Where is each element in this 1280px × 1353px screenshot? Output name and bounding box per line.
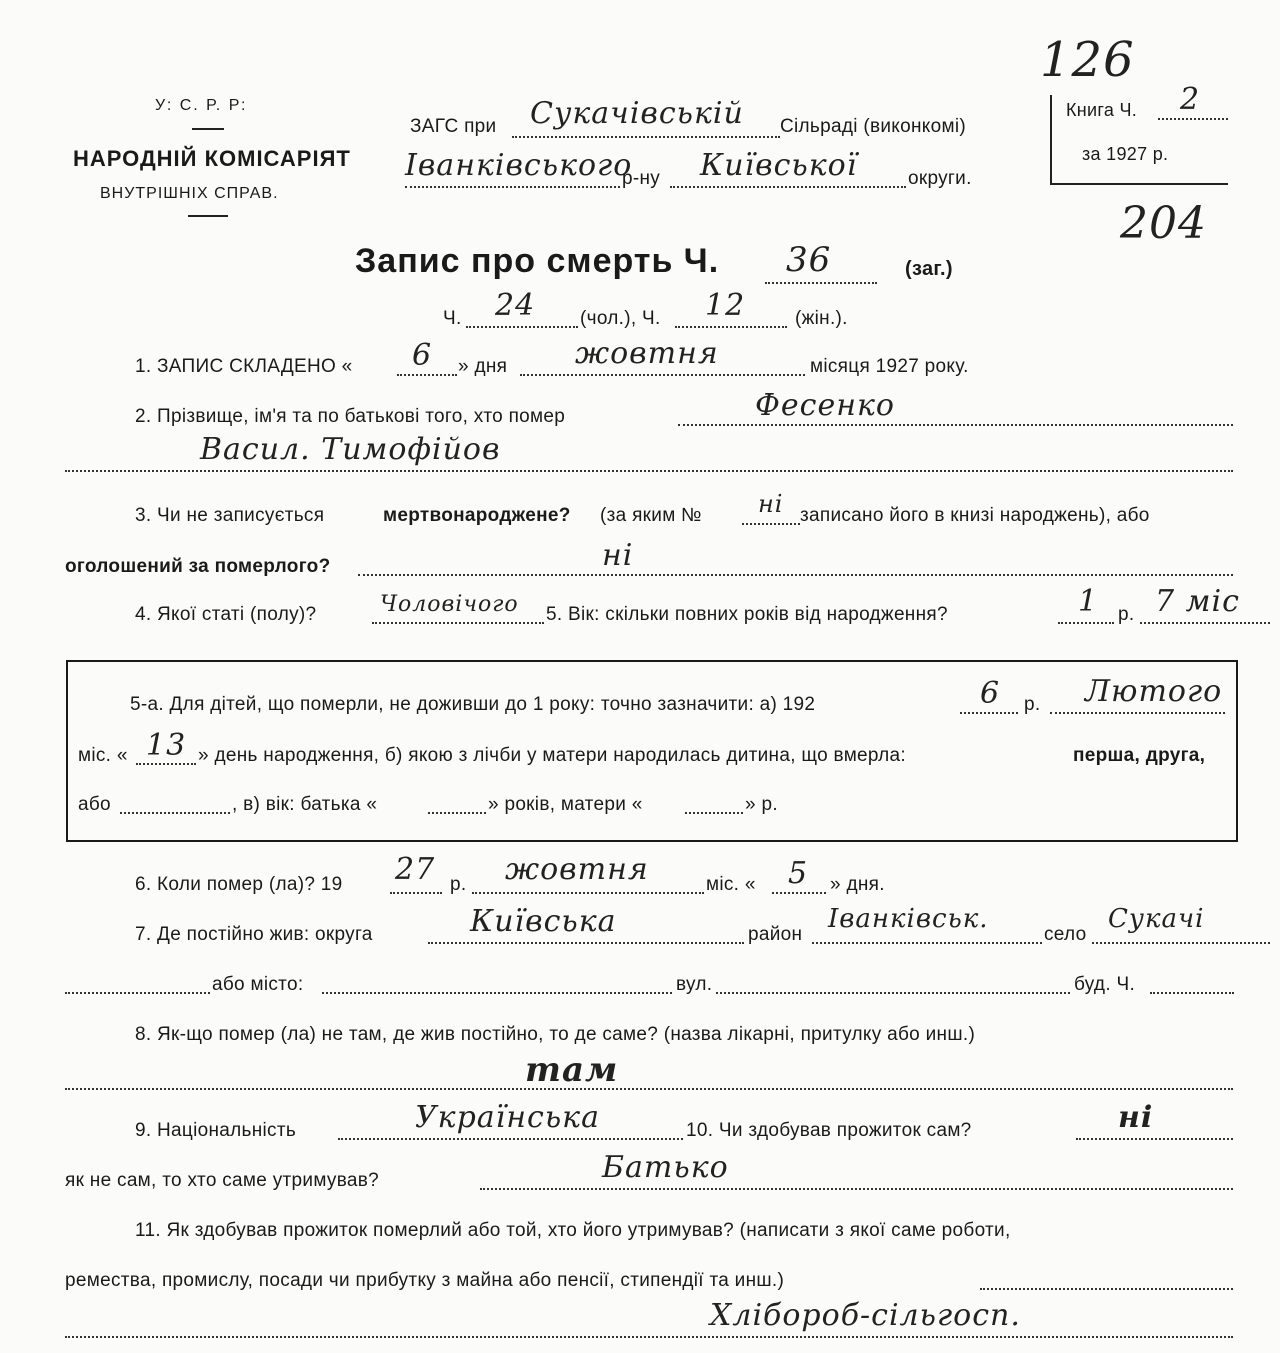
q2-label: 2. Прізвище, ім'я та по батькові того, хто помер [135, 406, 566, 427]
book-label: Книга Ч. [1066, 100, 1138, 120]
book-box-left [1050, 95, 1052, 183]
q9-answer-line [338, 1138, 683, 1140]
q7-rayon-label: район [748, 924, 803, 945]
q11-line2-fill [980, 1288, 1233, 1290]
q5a-day-handwritten: 13 [146, 728, 187, 763]
q7-rayon-line [812, 942, 1042, 944]
header-rule-1 [192, 128, 224, 130]
supported-answer-handwritten: Батько [602, 1150, 729, 1185]
q8-answer-line [65, 1088, 1233, 1090]
q1-day-close: » дня [458, 356, 508, 377]
q5a-mother-age-line [685, 812, 743, 814]
book-box-bottom [1050, 183, 1228, 185]
q7-okruga-handwritten: Київська [470, 904, 617, 939]
q1-label: 1. ЗАПИС СКЛАДЕНО « [135, 356, 353, 377]
zags-council-line [512, 136, 780, 138]
district-handwritten: Іванківського [405, 148, 633, 183]
female-count-handwritten: 12 [705, 288, 746, 323]
q1-day-handwritten: 6 [412, 338, 433, 373]
q5-label: 5. Вік: скільки повних років від народження? [546, 604, 948, 625]
q1-month-line [520, 374, 805, 376]
q3-label-d: записано його в книзі народжень), або [800, 505, 1150, 526]
corner-number-handwritten: 126 [1040, 32, 1135, 88]
q5a-day-line [136, 763, 196, 765]
header-rule-2 [188, 215, 228, 217]
record-num-handwritten: 36 [786, 240, 832, 280]
q1-year: місяця 1927 року. [810, 356, 969, 377]
q7-misto-label: або місто: [212, 974, 304, 995]
book-num-line [1158, 118, 1228, 120]
district-line [405, 186, 620, 188]
q1-month-handwritten: жовтня [575, 336, 719, 371]
male-count-label: (чол.), Ч. [580, 308, 661, 329]
male-count-line [466, 326, 578, 328]
q5a-line2-b: » день народження, б) якою з лічби у матери народилась дитина, що вмерла: [198, 745, 906, 766]
q3-answer-line [358, 574, 1233, 576]
q11-answer-handwritten: Хлібороб-сільгосп. [710, 1298, 1021, 1333]
q3-num-line [742, 523, 800, 525]
male-count-handwritten: 24 [495, 288, 536, 323]
female-count-line [675, 326, 787, 328]
q5a-line3-a: або [78, 794, 111, 815]
record-title: Запис про смерть Ч. [355, 242, 720, 280]
q7-selo-label: село [1044, 924, 1087, 945]
q5-years-handwritten: 1 [1078, 584, 1099, 619]
q7-misto-line [322, 992, 672, 994]
record-num-suffix: (заг.) [905, 258, 953, 280]
q1-day-line [397, 374, 457, 376]
q5a-line3-d: » р. [745, 794, 778, 815]
q7-bud-line [1150, 992, 1234, 994]
q5a-r: р. [1024, 694, 1041, 715]
q5-r: р. [1118, 604, 1135, 625]
zags-prefix: ЗАГС при [410, 116, 497, 137]
q7-vul-line [716, 992, 1070, 994]
q3-label-a: 3. Чи не записується [135, 505, 325, 526]
q5a-month-line [1050, 712, 1225, 714]
q5a-year-line [960, 712, 1018, 714]
book-year: за 1927 р. [1082, 144, 1169, 164]
book-num-handwritten: 2 [1180, 82, 1201, 117]
q10-answer-handwritten: ні [1118, 1100, 1154, 1135]
q5a-month-handwritten: Лютого [1085, 674, 1223, 709]
commissariat-title: НАРОДНІЙ КОМІСАРІЯТ [73, 146, 351, 171]
supported-label: як не сам, то хто саме утримував? [65, 1170, 380, 1191]
q5a-line2-c: перша, друга, [1073, 745, 1206, 766]
q7-rayon-handwritten: Іванківськ. [828, 904, 989, 934]
q4-sex-handwritten: Чоловічого [380, 592, 519, 617]
okruga-handwritten: Київської [700, 148, 858, 183]
q5-months-handwritten: 7 міс [1155, 584, 1240, 619]
q5a-father-age-line [428, 812, 486, 814]
q3-num-handwritten: ні [758, 490, 784, 518]
q9-answer-handwritten: Українська [415, 1100, 600, 1135]
q7-misto-prefix-line [65, 992, 210, 994]
q4-label: 4. Якої статі (полу)? [135, 604, 317, 625]
female-count-label: (жін.). [795, 308, 848, 329]
q2-surname-line [678, 424, 1233, 426]
q3-label-stillborn: мертвонароджене? [383, 505, 571, 526]
q3-answer-handwritten: ні [602, 538, 634, 573]
q9-label: 9. Національність [135, 1120, 297, 1141]
okruga-line [670, 186, 906, 188]
q6-month-handwritten: жовтня [505, 852, 649, 887]
q5a-line3-b: , в) вік: батька « [232, 794, 378, 815]
q5-months-line [1140, 622, 1270, 624]
zags-council-handwritten: Сукачівській [530, 96, 744, 131]
q11-line1: 11. Як здобував прожиток померлий або той, хто його утримував? (написати з якої саме роботи, [135, 1220, 1011, 1241]
q2-name-handwritten: Васил. Тимофійов [200, 432, 501, 467]
q7-selo-line [1092, 942, 1270, 944]
q7-selo-handwritten: Сукачі [1108, 904, 1205, 934]
record-num-line [765, 282, 877, 284]
q5a-line2-a: міс. « [78, 745, 128, 766]
department-label: ВНУТРІШНІХ СПРАВ. [100, 185, 279, 202]
q8-label: 8. Як-що помер (ла) не там, де жив постійно, то де саме? (назва лікарні, притулку або инш.) [135, 1024, 976, 1045]
district-suffix: р-ну [622, 168, 661, 189]
supported-answer-line [480, 1188, 1233, 1190]
q6-day-handwritten: 5 [788, 856, 809, 891]
q5a-year-handwritten: 6 [980, 676, 1001, 711]
q7-vul-label: вул. [676, 974, 713, 995]
q6-mis: міс. « [706, 874, 756, 895]
q6-r: р. [450, 874, 467, 895]
q10-answer-line [1076, 1138, 1233, 1140]
q7-label: 7. Де постійно жив: округа [135, 924, 373, 945]
q7-bud-label: буд. Ч. [1074, 974, 1136, 995]
q2-surname-handwritten: Фесенко [755, 388, 895, 423]
q6-year-line [390, 892, 442, 894]
q6-day-line [772, 892, 826, 894]
q5a-order-line [120, 812, 230, 814]
q4-sex-line [372, 622, 544, 624]
q6-day: » дня. [830, 874, 885, 895]
q6-month-line [472, 892, 704, 894]
council-suffix: Сільраді (виконкомі) [780, 116, 966, 137]
q11-line2: ремества, промислу, посади чи прибутку з майна або пенсії, стипендії та инш.) [65, 1270, 785, 1291]
q6-label: 6. Коли помер (ла)? 19 [135, 874, 343, 895]
republic-label: У: С. Р. Р: [155, 97, 248, 114]
ch-label: Ч. [443, 308, 462, 329]
okruga-suffix: округи. [908, 168, 972, 189]
q7-okruga-line [428, 942, 744, 944]
q6-year-handwritten: 27 [395, 852, 436, 887]
q11-answer-line [65, 1336, 1233, 1338]
margin-number-handwritten: 204 [1120, 198, 1207, 249]
q3-label-declared: оголошений за померлого? [65, 556, 331, 577]
q5a-line1: 5-а. Для дітей, що померли, не доживши до 1 року: точно зазначити: а) 192 [130, 694, 816, 715]
q5-years-line [1058, 622, 1114, 624]
q5a-line3-c: » років, матери « [488, 794, 643, 815]
q2-name-line [65, 470, 1233, 472]
q8-answer-handwritten: там [525, 1050, 619, 1090]
q3-label-c: (за яким № [600, 505, 702, 526]
q10-label: 10. Чи здобував прожиток сам? [686, 1120, 972, 1141]
